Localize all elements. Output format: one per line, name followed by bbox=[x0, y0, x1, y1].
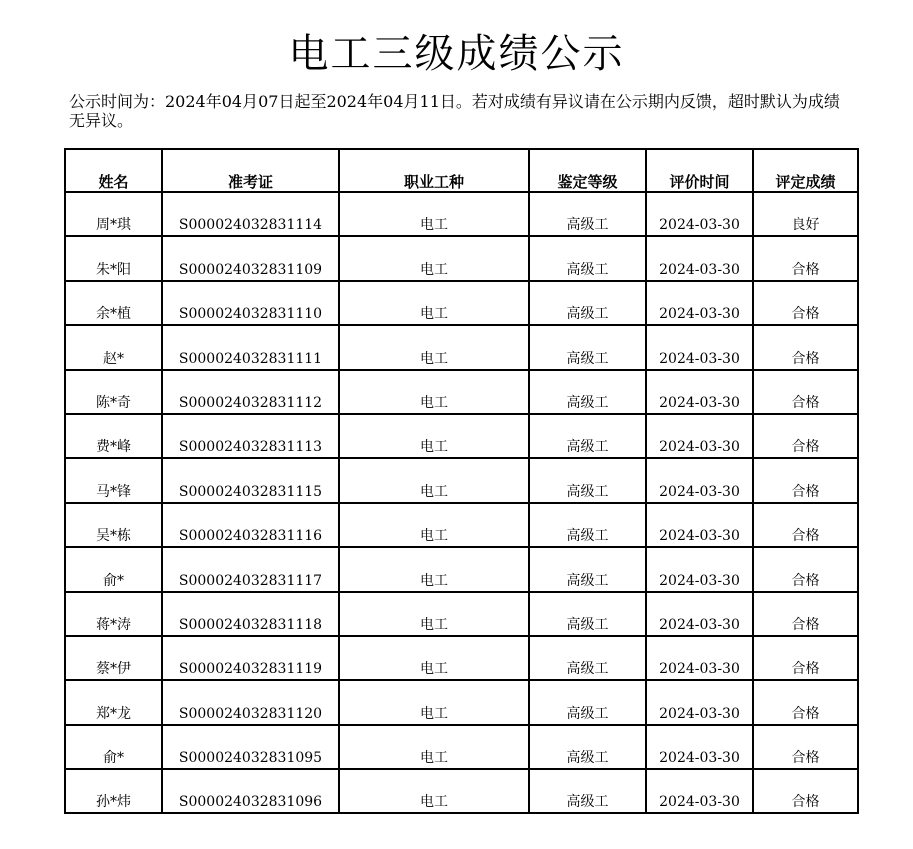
cell-name: 俞* bbox=[65, 725, 162, 769]
cell-level: 高级工 bbox=[529, 458, 646, 502]
cell-exam-id: S000024032831110 bbox=[162, 281, 339, 325]
cell-name: 周*琪 bbox=[65, 192, 162, 236]
cell-result: 合格 bbox=[753, 236, 858, 280]
cell-eval-date: 2024-03-30 bbox=[646, 192, 753, 236]
cell-exam-id: S000024032831119 bbox=[162, 636, 339, 680]
cell-exam-id: S000024032831116 bbox=[162, 503, 339, 547]
cell-level: 高级工 bbox=[529, 769, 646, 813]
cell-result: 合格 bbox=[753, 547, 858, 591]
cell-occupation: 电工 bbox=[339, 458, 529, 502]
cell-exam-id: S000024032831114 bbox=[162, 192, 339, 236]
cell-eval-date: 2024-03-30 bbox=[646, 680, 753, 724]
cell-exam-id: S000024032831109 bbox=[162, 236, 339, 280]
cell-name: 蒋*涛 bbox=[65, 592, 162, 636]
cell-name: 吴*栋 bbox=[65, 503, 162, 547]
cell-occupation: 电工 bbox=[339, 414, 529, 458]
cell-result: 合格 bbox=[753, 725, 858, 769]
header-exam-id: 准考证 bbox=[162, 149, 339, 192]
score-table-body bbox=[65, 192, 858, 813]
cell-occupation: 电工 bbox=[339, 769, 529, 813]
cell-eval-date: 2024-03-30 bbox=[646, 636, 753, 680]
cell-occupation: 电工 bbox=[339, 725, 529, 769]
cell-eval-date: 2024-03-30 bbox=[646, 281, 753, 325]
cell-name: 陈*奇 bbox=[65, 370, 162, 414]
cell-name: 马*锋 bbox=[65, 458, 162, 502]
cell-eval-date: 2024-03-30 bbox=[646, 725, 753, 769]
cell-exam-id: S000024032831112 bbox=[162, 370, 339, 414]
cell-name: 费*峰 bbox=[65, 414, 162, 458]
cell-exam-id: S000024032831118 bbox=[162, 592, 339, 636]
cell-exam-id: S000024032831096 bbox=[162, 769, 339, 813]
cell-name: 余*植 bbox=[65, 281, 162, 325]
cell-eval-date: 2024-03-30 bbox=[646, 236, 753, 280]
cell-level: 高级工 bbox=[529, 547, 646, 591]
table-row bbox=[65, 680, 858, 724]
cell-exam-id: S000024032831117 bbox=[162, 547, 339, 591]
cell-exam-id: S000024032831111 bbox=[162, 325, 339, 369]
cell-eval-date: 2024-03-30 bbox=[646, 414, 753, 458]
cell-level: 高级工 bbox=[529, 281, 646, 325]
cell-exam-id: S000024032831115 bbox=[162, 458, 339, 502]
cell-occupation: 电工 bbox=[339, 547, 529, 591]
cell-occupation: 电工 bbox=[339, 236, 529, 280]
cell-occupation: 电工 bbox=[339, 192, 529, 236]
table-row bbox=[65, 592, 858, 636]
cell-name: 赵* bbox=[65, 325, 162, 369]
cell-level: 高级工 bbox=[529, 325, 646, 369]
cell-name: 朱*阳 bbox=[65, 236, 162, 280]
cell-result: 合格 bbox=[753, 458, 858, 502]
cell-result: 合格 bbox=[753, 769, 858, 813]
notice-text: 公示时间为：2024年04月07日起至2024年04月11日。若对成绩有异议请在公示期内反馈，超时默认为成绩无异议。 bbox=[69, 92, 840, 130]
cell-occupation: 电工 bbox=[339, 503, 529, 547]
cell-exam-id: S000024032831113 bbox=[162, 414, 339, 458]
cell-name: 俞* bbox=[65, 547, 162, 591]
header-name: 姓名 bbox=[65, 149, 162, 192]
cell-result: 合格 bbox=[753, 325, 858, 369]
header-level: 鉴定等级 bbox=[529, 149, 646, 192]
cell-result: 合格 bbox=[753, 503, 858, 547]
cell-level: 高级工 bbox=[529, 592, 646, 636]
cell-result: 合格 bbox=[753, 636, 858, 680]
cell-eval-date: 2024-03-30 bbox=[646, 458, 753, 502]
table-row bbox=[65, 503, 858, 547]
cell-level: 高级工 bbox=[529, 192, 646, 236]
header-result: 评定成绩 bbox=[753, 149, 858, 192]
cell-result: 合格 bbox=[753, 414, 858, 458]
header-eval-date: 评价时间 bbox=[646, 149, 753, 192]
header-occupation: 职业工种 bbox=[339, 149, 529, 192]
cell-eval-date: 2024-03-30 bbox=[646, 370, 753, 414]
table-row bbox=[65, 281, 858, 325]
table-row bbox=[65, 236, 858, 280]
cell-eval-date: 2024-03-30 bbox=[646, 769, 753, 813]
document-title: 电工三级成绩公示 bbox=[288, 31, 625, 77]
cell-eval-date: 2024-03-30 bbox=[646, 325, 753, 369]
cell-eval-date: 2024-03-30 bbox=[646, 592, 753, 636]
table-row bbox=[65, 725, 858, 769]
score-table bbox=[64, 148, 859, 814]
cell-level: 高级工 bbox=[529, 503, 646, 547]
table-row bbox=[65, 370, 858, 414]
table-row bbox=[65, 636, 858, 680]
cell-result: 合格 bbox=[753, 281, 858, 325]
table-row bbox=[65, 458, 858, 502]
cell-occupation: 电工 bbox=[339, 281, 529, 325]
cell-occupation: 电工 bbox=[339, 680, 529, 724]
cell-result: 合格 bbox=[753, 680, 858, 724]
cell-result: 合格 bbox=[753, 370, 858, 414]
cell-exam-id: S000024032831095 bbox=[162, 725, 339, 769]
cell-occupation: 电工 bbox=[339, 325, 529, 369]
cell-occupation: 电工 bbox=[339, 370, 529, 414]
table-row bbox=[65, 547, 858, 591]
cell-level: 高级工 bbox=[529, 414, 646, 458]
cell-level: 高级工 bbox=[529, 680, 646, 724]
table-row bbox=[65, 192, 858, 236]
cell-level: 高级工 bbox=[529, 636, 646, 680]
table-header-row bbox=[65, 149, 858, 192]
cell-occupation: 电工 bbox=[339, 636, 529, 680]
cell-name: 孙*炜 bbox=[65, 769, 162, 813]
cell-name: 蔡*伊 bbox=[65, 636, 162, 680]
cell-exam-id: S000024032831120 bbox=[162, 680, 339, 724]
table-row bbox=[65, 769, 858, 813]
cell-eval-date: 2024-03-30 bbox=[646, 547, 753, 591]
table-row bbox=[65, 414, 858, 458]
cell-result: 良好 bbox=[753, 192, 858, 236]
table-row bbox=[65, 325, 858, 369]
cell-eval-date: 2024-03-30 bbox=[646, 503, 753, 547]
cell-result: 合格 bbox=[753, 592, 858, 636]
cell-level: 高级工 bbox=[529, 236, 646, 280]
cell-occupation: 电工 bbox=[339, 592, 529, 636]
cell-level: 高级工 bbox=[529, 725, 646, 769]
cell-name: 郑*龙 bbox=[65, 680, 162, 724]
cell-level: 高级工 bbox=[529, 370, 646, 414]
